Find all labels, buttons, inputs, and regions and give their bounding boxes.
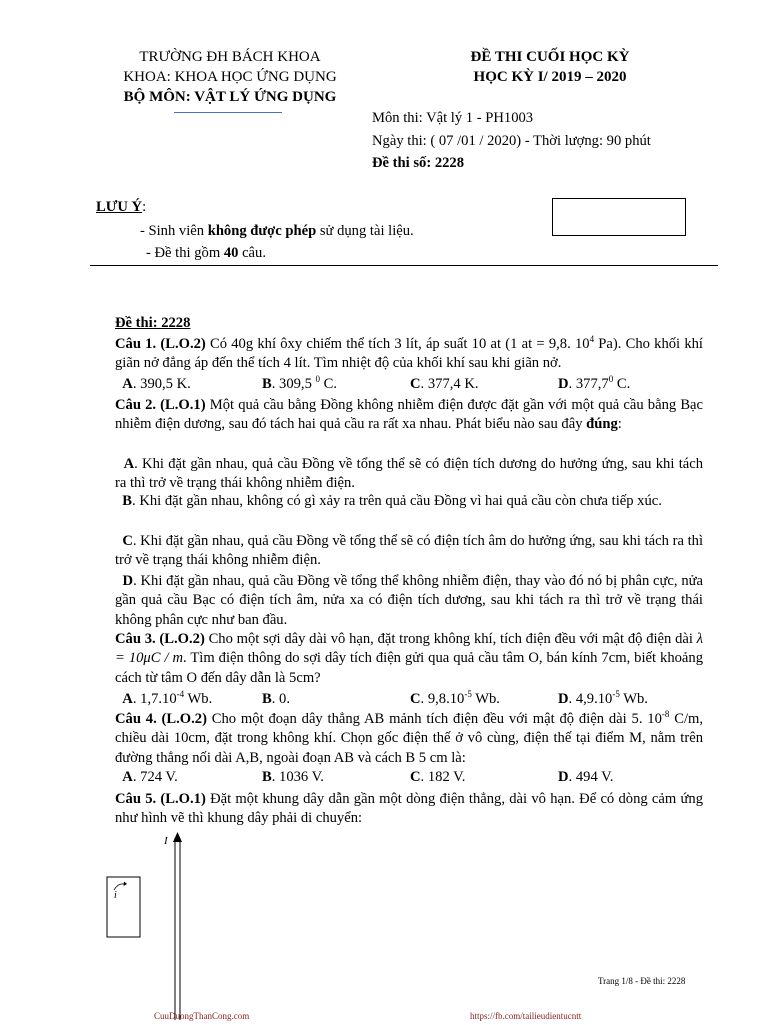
q3-option-c: C. $9,8.10^{-5}$ Wb.	[410, 689, 500, 707]
footer-left-link[interactable]: CuuDuongThanCong.com	[154, 1011, 250, 1021]
q4-option-a: A. 724 V.	[122, 769, 178, 785]
q4-option-c: C. 182 V.	[410, 769, 466, 785]
header-divider	[90, 265, 718, 266]
semester: HỌC KỲ I/ 2019 – 2020	[473, 69, 627, 85]
department-name: BỘ MÔN: VẬT LÝ ỨNG DỤNG	[123, 89, 337, 105]
q3-option-a: A. $1,7.10^{-4}$ Wb.	[122, 689, 213, 707]
q1-option-b: B. 309,5 $^0$ C.	[262, 374, 338, 392]
q3-option-b: B. 0.	[262, 691, 290, 707]
current-arrow-icon	[173, 832, 182, 842]
wire-and-loop-diagram	[100, 830, 200, 1020]
q4-option-d: D. 494 V.	[558, 769, 614, 785]
student-id-box	[552, 198, 686, 236]
q2-option-d: D. Khi đặt gần nhau, quả cầu Đồng về tổng thể không nhiễm điện, thay vào đó nó bị phân cực, nửa gần quả cầu Bạc có điện tích âm, nửa xa có điện tích dương, sau khi tách ra thì trở về trạng thái không phân cực như ban đầu.	[115, 573, 704, 628]
lambda-formula: λ = 10μC / m	[115, 631, 703, 667]
question-5: Câu 5. (L.O.1) Đặt một khung dây dẫn gần một dòng điện thẳng, dài vô hạn. Để có dòng cảm ứng như hình vẽ thì khung dây phải di chuyển:	[115, 791, 704, 827]
q1-option-d: D. 377,7$^0$ C.	[558, 374, 631, 392]
exam-heading: Đề thi: 2228	[115, 315, 191, 331]
question-4: Câu 4. (L.O.2) Cho một đoạn dây thẳng AB mảnh tích điện đều với mật độ điện dài 5. $10^{-8}$ C/m, chiều dài 10cm, đặt trong không khí. Chọn gốc điện thế ở vô cùng, điện thế tại điểm M, nằm trên đường thẳng nối dài A,B, ngoài đoạn AB và cách B 5 cm là:	[115, 709, 704, 766]
q3-option-d: D. $4,9.10^{-5}$ Wb.	[558, 689, 648, 707]
exam-code: Đề thi số: 2228	[372, 155, 465, 171]
notice-line-2: - Đề thi gồm 40 câu.	[146, 245, 266, 261]
q5-figure	[100, 830, 200, 1020]
exam-date: Ngày thi: ( 07 /01 / 2020) - Thời lượng: 90 phút	[372, 133, 651, 149]
induced-current-arrowhead-icon	[124, 882, 128, 887]
subject: Môn thi: Vật lý 1 - PH1003	[372, 110, 534, 126]
q4-option-b: B. 1036 V.	[262, 769, 324, 785]
q2-option-a: A. Khi đặt gần nhau, quả cầu Đồng về tổng thể sẽ có điện tích dương do hưởng ứng, sau khi tách ra thì trở về trạng thái không nhiễm điện.	[115, 456, 703, 492]
header-underline	[174, 112, 282, 113]
question-3: Câu 3. (L.O.2) Cho một sợi dây dài vô hạn, đặt trong không khí, tích điện đều với mật độ điện dài λ = 10μC / m. Tìm điện thông do sợi dây tích điện gửi qua quả cầu tâm O, bán kính 7cm, biết khoảng cách từ tâm O đến dây dẫn là 5cm?	[115, 631, 703, 686]
school-name: TRƯỜNG ĐH BÁCH KHOA	[139, 49, 321, 65]
question-2: Câu 2. (L.O.1) Một quả cầu bằng Đồng không nhiễm điện được đặt gần với một quả cầu bằng Bạc nhiễm điện dương, sau đó tách hai quả cầu ra rất xa nhau. Phát biểu nào sau đây đúng:	[115, 397, 704, 433]
current-label: I	[164, 835, 168, 847]
q1-option-a: A. 390,5 K.	[122, 376, 191, 392]
q2-option-b: B. Khi đặt gần nhau, không có gì xảy ra trên quả cầu Đồng vì hai quả cầu còn chưa tiếp xúc.	[122, 493, 662, 509]
page-footer: Trang 1/8 - Đề thi: 2228	[598, 976, 686, 986]
q2-option-c: C. Khi đặt gần nhau, quả cầu Đồng về tổng thể sẽ có điện tích âm do hưởng ứng, sau khi tách ra thì trở về trạng thái không nhiễm điện.	[115, 533, 704, 569]
notice-title: LƯU Ý:	[96, 199, 147, 215]
notice-line-1: - Sinh viên không được phép sử dụng tài liệu.	[140, 223, 414, 239]
exam-title: ĐỀ THI CUỐI HỌC KỲ	[470, 49, 630, 65]
question-1: Câu 1. (L.O.2) Có 40g khí ôxy chiếm thể tích 3 lít, áp suất 10 at (1 at = 9,8. $10^4$ Pa). Cho khối khí giãn nở đẳng áp đến thể tích 4 lít. Tìm nhiệt độ của khối khí sau khi giãn nở.	[115, 334, 703, 372]
footer-right-link[interactable]: https://fb.com/tailieudientucntt	[470, 1011, 582, 1021]
q1-option-c: C. 377,4 K.	[410, 376, 479, 392]
faculty-name: KHOA: KHOA HỌC ỨNG DỤNG	[123, 69, 337, 85]
loop-label: i	[114, 890, 117, 901]
